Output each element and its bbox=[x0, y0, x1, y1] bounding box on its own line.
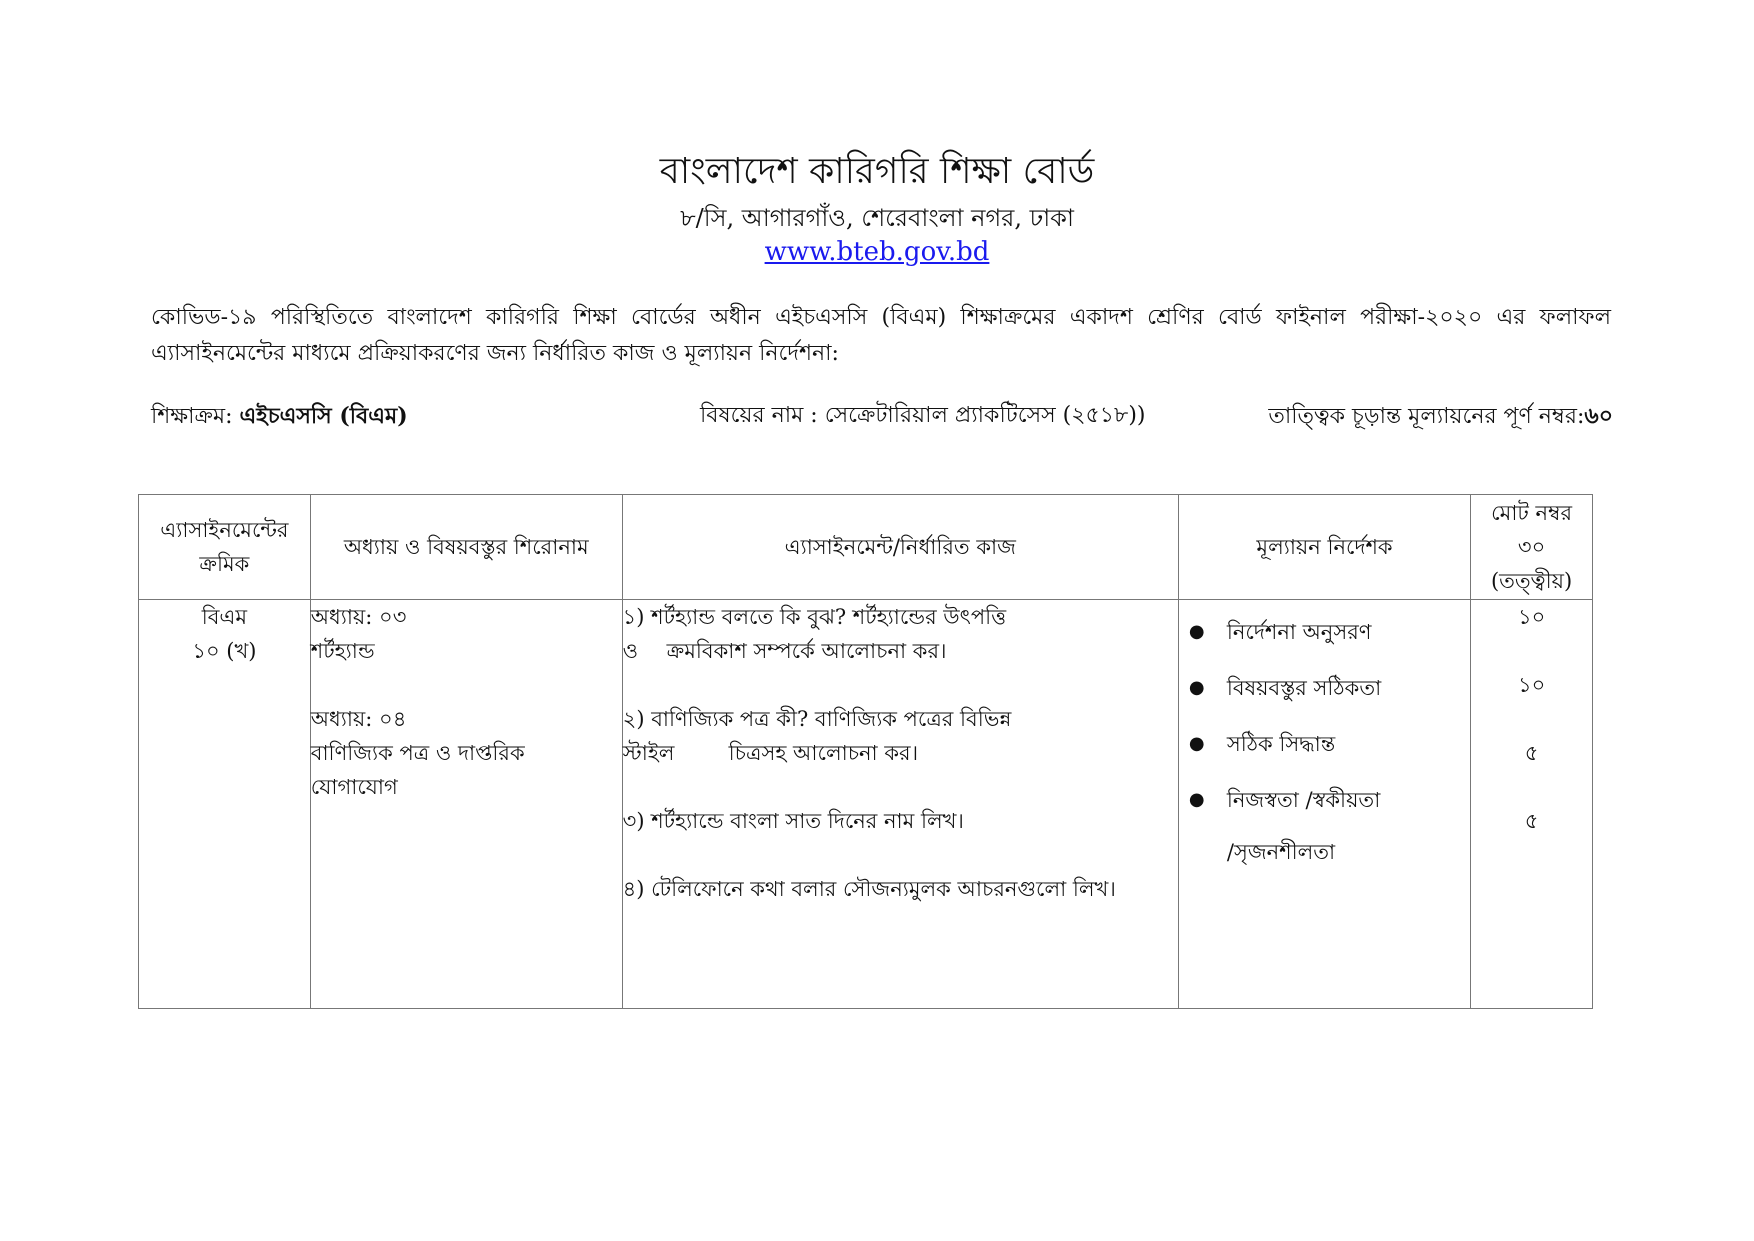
criteria-item-continuation: /সৃজনশীলতা bbox=[1226, 840, 1336, 864]
org-title: বাংলাদেশ কারিগরি শিক্ষা বোর্ড bbox=[659, 151, 1095, 192]
cell-tasks bbox=[622, 600, 1178, 1009]
table-header-row bbox=[139, 495, 1593, 600]
org-website-link[interactable]: www.bteb.gov.bd bbox=[764, 237, 990, 267]
chapter-1-label: অধ্যায়: ০৩ bbox=[310, 605, 407, 629]
task-2-line2b: চিত্রসহ আলোচনা কর। bbox=[728, 741, 919, 765]
task-4 bbox=[623, 872, 1178, 906]
criteria-item-label: নিজস্বতা /স্বকীয়তা bbox=[1226, 788, 1381, 812]
criteria-item-label: সঠিক সিদ্ধান্ত bbox=[1226, 732, 1336, 756]
cell-marks bbox=[1471, 600, 1593, 1009]
header-task: এ্যাসাইনমেন্ট/নির্ধারিত কাজ bbox=[622, 495, 1178, 600]
task-4-line1: ৪) টেলিফোনে কথা বলার সৌজন্যমুলক আচরনগুলো লিখ। bbox=[622, 877, 1116, 901]
mark-value: ১০ bbox=[1517, 673, 1546, 697]
task-2-line2a: স্টাইল bbox=[622, 741, 675, 765]
bullet-icon: ● bbox=[1188, 733, 1205, 754]
curriculum-value: এইচএসসি (বিএম) bbox=[239, 403, 408, 429]
criteria-item-label: নির্দেশনা অনুসরণ bbox=[1226, 620, 1372, 644]
criteria-item bbox=[1189, 604, 1470, 660]
header-marks-line1: মোট নম্বর bbox=[1491, 501, 1573, 525]
meta-full-marks bbox=[1268, 400, 1613, 433]
bullet-icon: ● bbox=[1188, 621, 1205, 642]
chapter-2-title-line2: যোগাযোগ bbox=[310, 775, 398, 799]
serial-line1: বিএম bbox=[201, 605, 248, 629]
full-marks-value: ৬০ bbox=[1584, 403, 1613, 429]
task-3-line1: ৩) শর্টহ্যান্ডে বাংলা সাত দিনের নাম লিখ। bbox=[622, 809, 964, 833]
intro-paragraph: কোভিড-১৯ পরিস্থিতিতে বাংলাদেশ কারিগরি শিক্ষা বোর্ডের অধীন এইচএসসি (বিএম) শিক্ষাক্রমের একাদশ শ্রেণির বোর্ড ফাইনাল পরীক্ষা-২০২০ এর ফলাফল এ্যাসাইনমেন্টের মাধ্যমে প্রক্রিয়াকরণের জন্য নির্ধারিত কাজ ও মূল্যায়ন নির্দেশনা: bbox=[151, 305, 1611, 366]
full-marks-label: তাত্ত্বিক চূড়ান্ত মূল্যায়নের পূর্ণ নম্বর: bbox=[1268, 404, 1585, 429]
criteria-item bbox=[1189, 716, 1470, 772]
criteria-list bbox=[1179, 600, 1470, 876]
chapter-2-label: অধ্যায়: ০৪ bbox=[310, 707, 407, 731]
criteria-item-label: বিষয়বস্তুর সঠিকতা bbox=[1226, 676, 1382, 700]
header-criteria: মূল্যায়ন নির্দেশক bbox=[1178, 495, 1470, 600]
cell-serial bbox=[139, 600, 311, 1009]
mark-value: ৫ bbox=[1524, 809, 1539, 833]
header-serial: এ্যাসাইনমেন্টের ক্রমিক bbox=[139, 495, 311, 600]
mark-value: ৫ bbox=[1524, 741, 1539, 765]
task-3 bbox=[623, 804, 1178, 838]
task-2-line1: ২) বাণিজ্যিক পত্র কী? বাণিজ্যিক পত্রের বিভিন্ন bbox=[622, 707, 1012, 731]
header-chapter: অধ্যায় ও বিষয়বস্তুর শিরোনাম bbox=[310, 495, 622, 600]
criteria-item bbox=[1189, 660, 1470, 716]
criteria-item bbox=[1189, 772, 1470, 876]
task-1-line2b: ক্রমবিকাশ সম্পর্কে আলোচনা কর। bbox=[666, 639, 947, 663]
chapter-1-title: শর্টহ্যান্ড bbox=[310, 639, 375, 663]
task-2-line2 bbox=[623, 736, 1178, 770]
bullet-icon: ● bbox=[1188, 677, 1205, 698]
table-row bbox=[139, 600, 1593, 1009]
task-1-line1: ১) শর্টহ্যান্ড বলতে কি বুঝ? শর্টহ্যান্ডের উৎপত্তি bbox=[622, 605, 1007, 629]
org-address: ৮/সি, আগারগাঁও, শেরেবাংলা নগর, ঢাকা bbox=[680, 204, 1074, 232]
chapter-2-title-line1: বাণিজ্যিক পত্র ও দাপ্তরিক bbox=[310, 741, 525, 765]
curriculum-label: শিক্ষাক্রম: bbox=[151, 404, 240, 429]
mark-value: ১০ bbox=[1517, 605, 1546, 629]
header-marks-line3: (তত্ত্বীয়) bbox=[1490, 569, 1573, 593]
header-marks-line2: ৩০ bbox=[1517, 535, 1546, 559]
task-2 bbox=[623, 702, 1178, 770]
cell-criteria bbox=[1178, 600, 1470, 1009]
task-1 bbox=[623, 600, 1178, 668]
meta-subject: বিষয়ের নাম : সেক্রেটারিয়াল প্র্যাকটিসেস (২৫১৮)) bbox=[700, 403, 1146, 428]
chapter-spacer bbox=[311, 668, 622, 702]
meta-curriculum bbox=[151, 400, 408, 433]
task-1-line2 bbox=[623, 634, 1178, 668]
assignment-table bbox=[138, 494, 1593, 1009]
header-marks bbox=[1471, 495, 1593, 600]
bullet-icon: ● bbox=[1188, 789, 1205, 810]
task-1-line2a: ও bbox=[622, 639, 639, 663]
org-website-wrapper bbox=[0, 236, 1754, 268]
serial-line2: ১০ (খ) bbox=[192, 639, 257, 663]
cell-chapters bbox=[310, 600, 622, 1009]
